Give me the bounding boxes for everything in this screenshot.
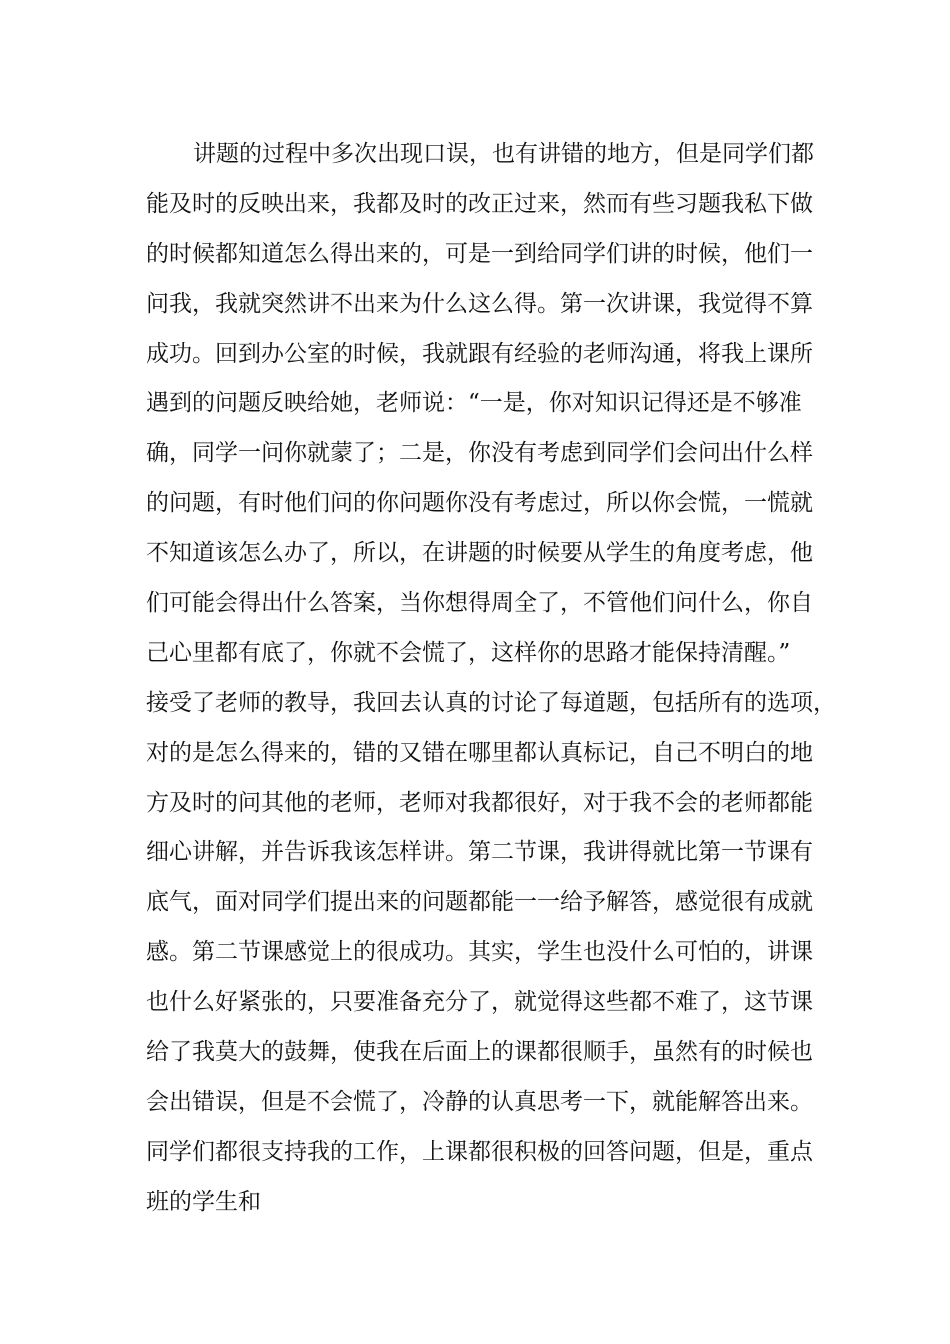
text-line: 对的是怎么得来的，错的又错在哪里都认真标记，自己不明白的地 bbox=[146, 739, 813, 766]
text-line: 接受了老师的教导，我回去认真的讨论了每道题，包括所有的选项， bbox=[146, 689, 836, 716]
text-line: 方及时的问其他的老师，老师对我都很好，对于我不会的老师都能 bbox=[146, 789, 813, 816]
text-line: 能及时的反映出来，我都及时的改正过来，然而有些习题我私下做 bbox=[146, 190, 813, 217]
text-line: 不知道该怎么办了，所以，在讲题的时候要从学生的角度考虑，他 bbox=[146, 540, 813, 567]
text-line: 讲题的过程中多次出现口误，也有讲错的地方，但是同学们都 bbox=[193, 141, 814, 167]
text-line: 的问题，有时他们问的你问题你没有考虑过，所以你会慌，一慌就 bbox=[146, 490, 813, 517]
text-line: 同学们都很支持我的工作，上课都很积极的回答问题，但是，重点 bbox=[146, 1138, 813, 1165]
text-line: 的时候都知道怎么得出来的，可是一到给同学们讲的时候，他们一 bbox=[146, 240, 813, 267]
text-line: 成功。回到办公室的时候，我就跟有经验的老师沟通，将我上课所 bbox=[146, 340, 813, 367]
text-line: 己心里都有底了，你就不会慌了，这样你的思路才能保持清醒。” bbox=[146, 639, 791, 666]
text-line: 会出错误，但是不会慌了，冷静的认真思考一下，就能解答出来。 bbox=[146, 1088, 813, 1115]
text-line: 细心讲解，并告诉我该怎样讲。第二节课，我讲得就比第一节课有 bbox=[146, 839, 813, 866]
text-line: 班的学生和 bbox=[146, 1188, 261, 1215]
text-line: 确，同学一问你就蒙了；二是，你没有考虑到同学们会问出什么样 bbox=[146, 440, 813, 467]
text-line: 们可能会得出什么答案，当你想得周全了，不管他们问什么，你自 bbox=[146, 590, 813, 617]
text-line: 遇到的问题反映给她，老师说：“一是，你对知识记得还是不够准 bbox=[146, 390, 802, 417]
text-line: 问我，我就突然讲不出来为什么这么得。第一次讲课，我觉得不算 bbox=[146, 290, 813, 317]
body-paragraph bbox=[146, 130, 836, 1228]
text-line: 给了我莫大的鼓舞，使我在后面上的课都很顺手，虽然有的时候也 bbox=[146, 1039, 813, 1066]
text-line: 底气，面对同学们提出来的问题都能一一给予解答，感觉很有成就 bbox=[146, 889, 813, 916]
text-line: 也什么好紧张的，只要准备充分了，就觉得这些都不难了，这节课 bbox=[146, 989, 813, 1016]
text-line: 感。第二节课感觉上的很成功。其实，学生也没什么可怕的，讲课 bbox=[146, 939, 813, 966]
